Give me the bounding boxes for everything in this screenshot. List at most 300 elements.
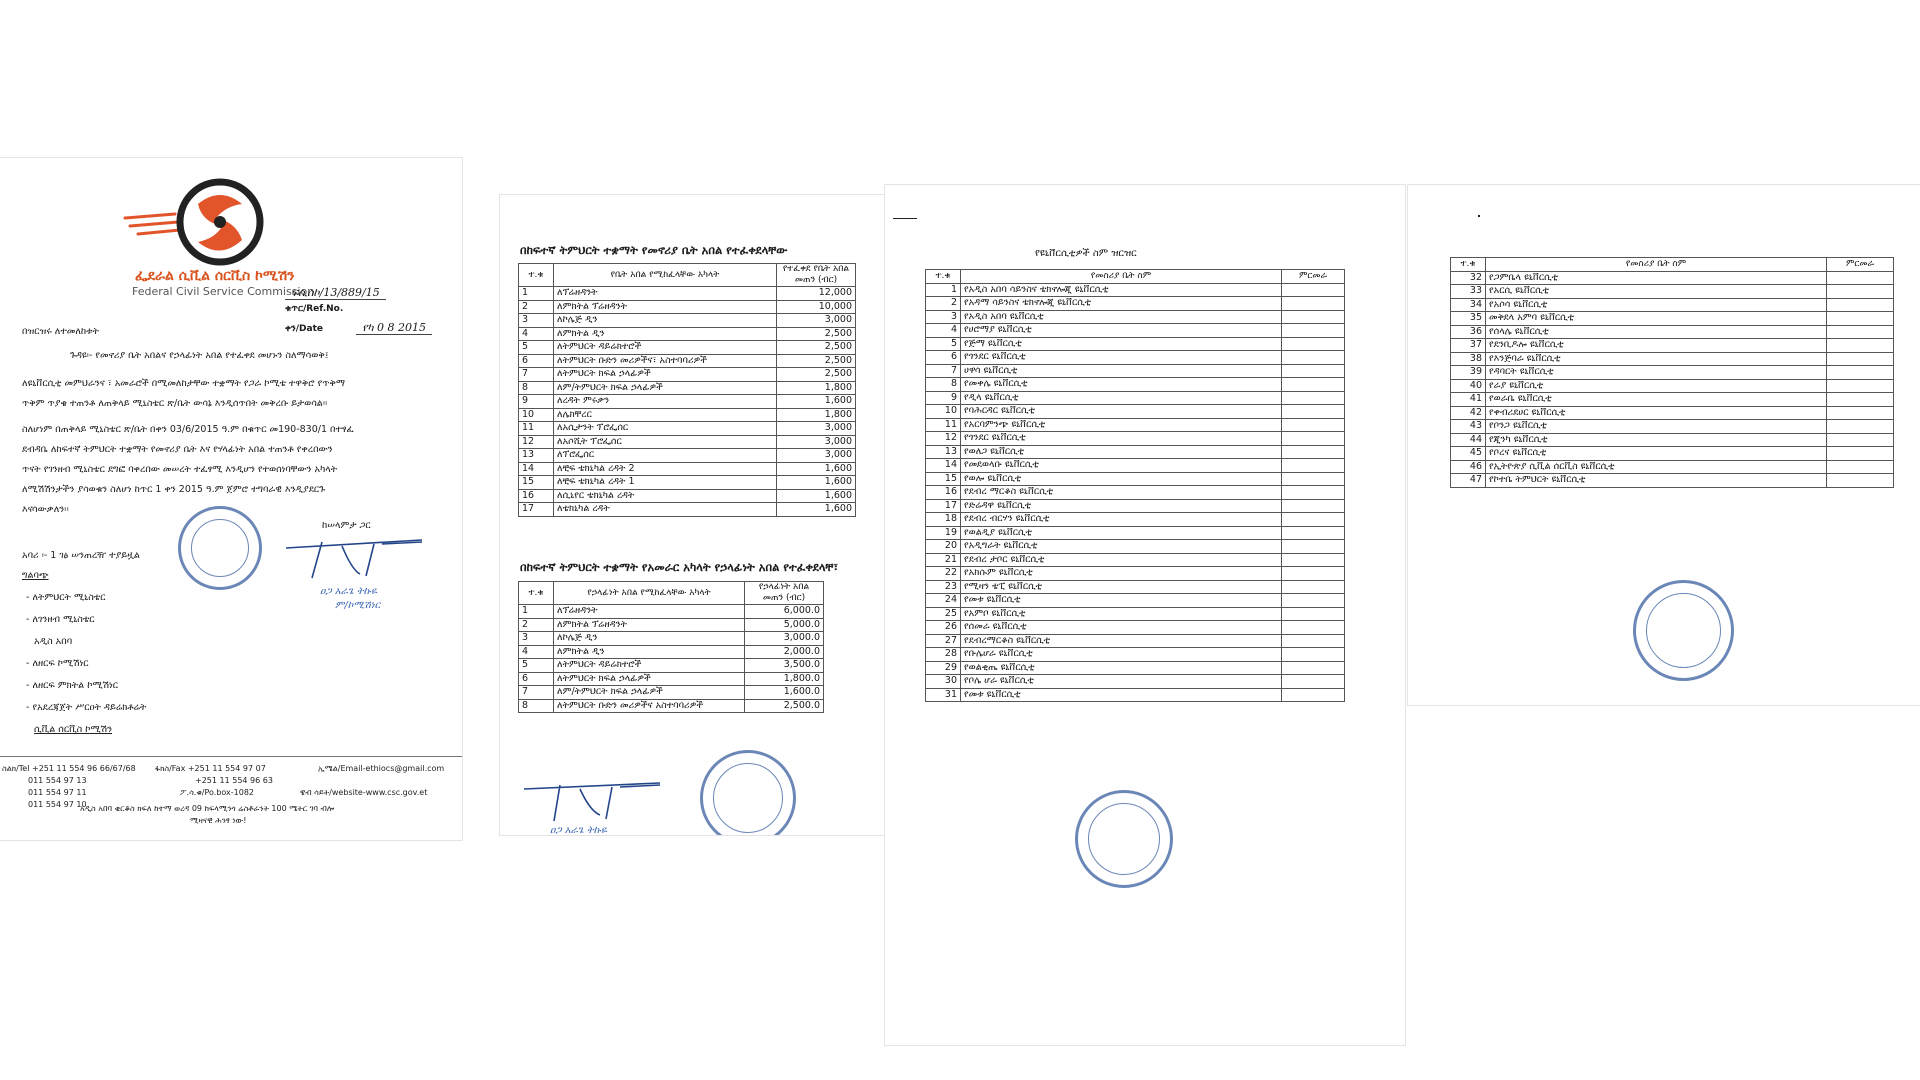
- row-number: 15: [926, 472, 961, 486]
- row-number: 31: [926, 688, 961, 702]
- cc-label: ግልባጭ: [22, 570, 49, 581]
- row-label: ለም/ትምህርት ክፍል ኃላፊዎች: [554, 686, 745, 700]
- remarks-cell: [1827, 298, 1894, 312]
- col-header: ተ.ቁ: [926, 270, 961, 284]
- cc-item: አዲስ አበባ: [34, 636, 73, 647]
- row-number: 12: [519, 435, 554, 449]
- table-row: [1451, 312, 1894, 326]
- footer-website: ዌብ ሳይት/website-www.csc.gov.et: [300, 788, 428, 797]
- row-amount: 3,000: [777, 435, 856, 449]
- row-label: የራያ ዩኒቨርሲቲ: [1486, 379, 1827, 393]
- table-row: [1451, 285, 1894, 299]
- table-row: [519, 462, 856, 476]
- footer-tel: 011 554 97 10: [28, 800, 87, 809]
- row-label: የደብረማርቆስ ዩኒቨርሲቲ: [961, 634, 1282, 648]
- row-amount: 1,600: [777, 476, 856, 490]
- row-number: 36: [1451, 325, 1486, 339]
- row-label: ለፕሬዘዳንት: [554, 287, 777, 301]
- table-row: [926, 445, 1345, 459]
- row-number: 14: [926, 459, 961, 473]
- signer-name: ዐጋ አራጌ ትኩዬ: [550, 825, 607, 835]
- footer-tel: 011 554 97 13: [28, 776, 87, 785]
- row-label: ለቴክኒካል ረዳት: [554, 503, 777, 517]
- table-row: [1451, 379, 1894, 393]
- row-amount: 3,500.0: [745, 659, 824, 673]
- cc-item: - ለትምህርት ሚኒስቴር: [26, 592, 106, 603]
- row-amount: 1,600.0: [745, 686, 824, 700]
- table-row: [519, 435, 856, 449]
- remarks-cell: [1282, 688, 1345, 702]
- remarks-cell: [1282, 364, 1345, 378]
- table-row: [926, 459, 1345, 473]
- row-amount: 2,500: [777, 341, 856, 355]
- table-row: [519, 368, 856, 382]
- remarks-cell: [1282, 513, 1345, 527]
- row-label: የባሕርዳር ዩኒቨርሲቲ: [961, 405, 1282, 419]
- row-label: የመቀሌ ዩኒቨርሲቲ: [961, 378, 1282, 392]
- table-row: [519, 489, 856, 503]
- table-row: [519, 422, 856, 436]
- row-number: 4: [926, 324, 961, 338]
- table-row: [519, 381, 856, 395]
- row-label: የአምቦ ዩኒቨርሲቲ: [961, 607, 1282, 621]
- row-label: ለፕሬዘዳንት: [554, 605, 745, 619]
- row-number: 20: [926, 540, 961, 554]
- row-label: የአዲስ አበባ ዩኒቨርሲቲ: [961, 310, 1282, 324]
- row-label: ለምክትል ፕሬዘዳንት: [554, 618, 745, 632]
- table-row: [519, 605, 824, 619]
- remarks-cell: [1282, 459, 1345, 473]
- table-row: [1451, 339, 1894, 353]
- row-label: የቀብሪደሀር ዩኒቨርሲቲ: [1486, 406, 1827, 420]
- row-label: የደብረ ታቦር ዩኒቨርሲቲ: [961, 553, 1282, 567]
- table-row: [926, 661, 1345, 675]
- row-number: 6: [519, 672, 554, 686]
- remarks-cell: [1827, 339, 1894, 353]
- table-row: [1451, 393, 1894, 407]
- remarks-cell: [1827, 420, 1894, 434]
- table-row: [519, 645, 824, 659]
- row-label: ለፕሮፌሰር: [554, 449, 777, 463]
- row-amount: 2,500: [777, 368, 856, 382]
- row-number: 26: [926, 621, 961, 635]
- row-number: 35: [1451, 312, 1486, 326]
- footer-email: ኢሜል/Email-ethiocs@gmail.com: [318, 764, 445, 773]
- row-number: 23: [926, 580, 961, 594]
- row-label: የኢትዮጵያ ሲቪል ሰርቪስ ዩኒቨርሲቲ: [1486, 460, 1827, 474]
- table-row: [926, 594, 1345, 608]
- row-number: 8: [519, 381, 554, 395]
- col-header: የመስሪያ ቤት ስም: [961, 270, 1282, 284]
- row-number: 19: [926, 526, 961, 540]
- remarks-cell: [1282, 337, 1345, 351]
- table-row: [926, 540, 1345, 554]
- footer-address: አዲስ አበባ ቂርቆስ ክፍለ ከተማ ወረዳ 09 ከፍላሚንጎ ሬስቶራንት 100 ሜትር ገባ ብሎ: [80, 804, 335, 813]
- table-row: [926, 283, 1345, 297]
- table-row: [926, 324, 1345, 338]
- housing-table-caption: በከፍተኛ ትምህርት ተቋማት የመኖሪያ ቤት አበል የተፈቀደላቸው: [520, 243, 788, 257]
- row-label: ለኮሌጅ ዲን: [554, 314, 777, 328]
- row-amount: 1,600: [777, 395, 856, 409]
- row-number: 3: [519, 632, 554, 646]
- addressee: በዝርዝሩ ለተመለከቱት: [22, 326, 99, 337]
- row-number: 5: [926, 337, 961, 351]
- reference-label-row: ቁጥር/Ref.No.: [285, 304, 344, 314]
- row-label: የቦንጋ ዩኒቨርሲቲ: [1486, 420, 1827, 434]
- row-label: ለምክትል ዲን: [554, 645, 745, 659]
- row-number: 32: [1451, 271, 1486, 285]
- row-number: 43: [1451, 420, 1486, 434]
- cc-item: - ለገንዘብ ሚኒስቴር: [26, 614, 95, 625]
- university-table-1: [925, 269, 1345, 702]
- row-label: የዲላ ዩኒቨርሲቲ: [961, 391, 1282, 405]
- remarks-cell: [1282, 567, 1345, 581]
- table-row: [519, 327, 856, 341]
- row-label: የወራቤ ዩኒቨርሲቲ: [1486, 393, 1827, 407]
- row-amount: 1,800.0: [745, 672, 824, 686]
- col-header: ተ.ቁ: [1451, 258, 1486, 272]
- row-label: ለትምህርት ቡድን መሪዎችና አስተባባሪዎች: [554, 699, 745, 713]
- row-number: 33: [1451, 285, 1486, 299]
- remarks-cell: [1827, 352, 1894, 366]
- row-label: የአዲግራት ዩኒቨርሲቲ: [961, 540, 1282, 554]
- col-header: የመስሪያ ቤት ስም: [1486, 258, 1827, 272]
- table-row: [926, 648, 1345, 662]
- remarks-cell: [1282, 378, 1345, 392]
- table-row: [926, 391, 1345, 405]
- reference-number: ፍሲሰኮ/13/889/15: [285, 286, 386, 300]
- table-row: [519, 699, 824, 713]
- table-row: [519, 632, 824, 646]
- row-label: የአዲስ አበባ ሳይንስና ቴክኖሎጂ ዩኒቨርሲቲ: [961, 283, 1282, 297]
- table-row: [926, 405, 1345, 419]
- university-list-page-1: [885, 185, 1405, 1045]
- table-row: [1451, 474, 1894, 488]
- row-amount: 3,000.0: [745, 632, 824, 646]
- table-row: [519, 408, 856, 422]
- row-number: 25: [926, 607, 961, 621]
- university-table-2: [1450, 257, 1894, 488]
- row-label: ለሲኒየር ቴክኒካል ረዳት: [554, 489, 777, 503]
- table-row: [1451, 433, 1894, 447]
- table-row: [926, 418, 1345, 432]
- body-line: ስለሆነም በጠቅላይ ሚኒስቴር ጽ/ቤት በቀን 03/6/2015 ዓ.ም በቁጥር መ190-830/1 በተፃፈ: [22, 424, 354, 435]
- row-number: 39: [1451, 366, 1486, 380]
- row-label: ለሌክቸረር: [554, 408, 777, 422]
- table-row: [926, 297, 1345, 311]
- remarks-cell: [1282, 432, 1345, 446]
- row-amount: 3,000: [777, 449, 856, 463]
- signer-title: ም/ኮሚሽነር: [335, 600, 381, 611]
- row-label: የመቱ ዩኒቨርሲቲ: [961, 688, 1282, 702]
- body-line: ለዩኒቨርሲቲ መምህራንና ፣ አመራሮች በሚመለከታቸው ተቋማት የጋራ ኮሚቴ ተዋቅሮ የጥቅማ: [22, 378, 345, 389]
- remarks-cell: [1827, 406, 1894, 420]
- row-number: 24: [926, 594, 961, 608]
- row-label: የሚዛን ቴፒ ዩኒቨርሲቲ: [961, 580, 1282, 594]
- table-row: [1451, 460, 1894, 474]
- remarks-cell: [1282, 594, 1345, 608]
- row-number: 2: [519, 300, 554, 314]
- row-label: ለምክትል ዲን: [554, 327, 777, 341]
- official-seal: [178, 506, 262, 590]
- row-label: የአርሲ ዩኒቨርሲቲ: [1486, 285, 1827, 299]
- table-row: [926, 432, 1345, 446]
- row-number: 14: [519, 462, 554, 476]
- official-seal: [700, 750, 796, 835]
- commission-logo: [120, 170, 290, 280]
- table-row: [519, 287, 856, 301]
- row-number: 3: [519, 314, 554, 328]
- table-row: [926, 580, 1345, 594]
- row-label: የወሎ ዩኒቨርሲቲ: [961, 472, 1282, 486]
- remarks-cell: [1827, 393, 1894, 407]
- remarks-cell: [1282, 405, 1345, 419]
- table-row: [926, 607, 1345, 621]
- row-number: 1: [926, 283, 961, 297]
- footer-pobox: ፖ.ሳ.ቁ/Po.box-1082: [180, 788, 255, 797]
- table-row: [926, 486, 1345, 500]
- row-label: የቦረና ዩኒቨርሲቲ: [1486, 447, 1827, 461]
- row-number: 10: [519, 408, 554, 422]
- row-number: 47: [1451, 474, 1486, 488]
- housing-allowance-table: [518, 263, 856, 517]
- row-label: የመደወላቡ ዩኒቨርሲቲ: [961, 459, 1282, 473]
- remarks-cell: [1282, 283, 1345, 297]
- table-row: [519, 618, 824, 632]
- cc-item: - የአደረጃጀት ሥርዐት ዳይሬክቶሬት: [26, 702, 147, 713]
- remarks-cell: [1827, 433, 1894, 447]
- row-number: 42: [1451, 406, 1486, 420]
- row-number: 17: [519, 503, 554, 517]
- footer-divider: [0, 756, 462, 757]
- closing-regards: ከሠላምታ ጋር: [322, 520, 371, 531]
- row-number: 46: [1451, 460, 1486, 474]
- remarks-cell: [1282, 499, 1345, 513]
- responsibility-table-caption: በከፍተኛ ትምህርት ተቋማት የአመራር አካላት የኃላፊነት አበል የተፈቀደላቸ፣: [520, 560, 839, 574]
- table-row: [926, 499, 1345, 513]
- row-number: 11: [926, 418, 961, 432]
- table-row: [926, 688, 1345, 702]
- row-amount: 3,000: [777, 422, 856, 436]
- row-number: 22: [926, 567, 961, 581]
- remarks-cell: [1827, 447, 1894, 461]
- row-label: የድሬዳዋ ዩኒቨርሲቲ: [961, 499, 1282, 513]
- row-label: የወለጋ ዩኒቨርሲቲ: [961, 445, 1282, 459]
- table-row: [519, 314, 856, 328]
- row-label: የጎንደር ዩኒቨርሲቲ: [961, 351, 1282, 365]
- body-line: እናሳውቃለን፡፡: [22, 504, 69, 515]
- row-number: 38: [1451, 352, 1486, 366]
- table-header-row: [519, 264, 856, 287]
- table-row: [926, 621, 1345, 635]
- row-amount: 2,500.0: [745, 699, 824, 713]
- signature: [282, 530, 432, 580]
- table-row: [519, 449, 856, 463]
- table-row: [1451, 271, 1894, 285]
- row-number: 5: [519, 341, 554, 355]
- row-number: 12: [926, 432, 961, 446]
- table-row: [519, 354, 856, 368]
- row-number: 44: [1451, 433, 1486, 447]
- row-label: የአክሱም ዩኒቨርሲቲ: [961, 567, 1282, 581]
- table-header-row: [926, 270, 1345, 284]
- table-row: [926, 364, 1345, 378]
- row-amount: 6,000.0: [745, 605, 824, 619]
- remarks-cell: [1827, 271, 1894, 285]
- remarks-cell: [1282, 648, 1345, 662]
- footer-tel: 011 554 97 11: [28, 788, 87, 797]
- col-header: ተ.ቁ: [519, 582, 554, 605]
- row-number: 40: [1451, 379, 1486, 393]
- row-number: 5: [519, 659, 554, 673]
- row-label: ለቺፍ ቴክኒካል ረዳት 1: [554, 476, 777, 490]
- row-label: የአርባምንጭ ዩኒቨርሲቲ: [961, 418, 1282, 432]
- signature: [520, 775, 670, 825]
- row-label: የዳባርት ዩኒቨርሲቲ: [1486, 366, 1827, 380]
- row-amount: 1,600: [777, 503, 856, 517]
- col-header: የኃላፊነት አበል የሚከፈላቸው አካላት: [554, 582, 745, 605]
- table-row: [1451, 420, 1894, 434]
- row-number: 10: [926, 405, 961, 419]
- official-seal: [1633, 580, 1734, 681]
- remarks-cell: [1827, 460, 1894, 474]
- remarks-cell: [1282, 661, 1345, 675]
- table-row: [1451, 406, 1894, 420]
- row-number: 1: [519, 287, 554, 301]
- body-line: ደብዳቤ ለከፍተኛ ትምህርት ተቋማት የመኖሪያ ቤት እና የሃላፊነት አበል ተጠንቶ የቀረበውን: [22, 444, 333, 455]
- footer-fax: +251 11 554 96 63: [195, 776, 273, 785]
- col-header: የተፈቀደ የቤት አበል መጠን (ብር): [777, 264, 856, 287]
- row-label: ለትምህርት ክፍል ኃላፊዎች: [554, 672, 745, 686]
- remarks-cell: [1282, 445, 1345, 459]
- remarks-cell: [1827, 312, 1894, 326]
- table-row: [519, 686, 824, 700]
- remarks-cell: [1282, 351, 1345, 365]
- row-number: 9: [519, 395, 554, 409]
- row-label: የአዳማ ሳይንስና ቴክኖሎጂ ዩኒቨርሲቲ: [961, 297, 1282, 311]
- subject-line: ጉዳዩ፡- የመኖሪያ ቤት አበልና የኃላፊነት አበል የተፈቀደ መሆኑን ስለማሳወቅ፤: [70, 350, 329, 361]
- body-line: ጥናት የገንዘብ ሚኒስቴር ደግፎ ባቀረበው መሠረት ተፈፃሚ እንዲሆን የተወሰነባቸውን አካላት: [22, 464, 338, 475]
- row-amount: 10,000: [777, 300, 856, 314]
- body-line: ለሚሽሽንታችን ያሳወቁን ስለሆነ ከጥር 1 ቀን 2015 ዓ.ም ጀምሮ ተግባራዊ እንዲያደርጉ: [22, 484, 326, 495]
- table-row: [926, 472, 1345, 486]
- allowance-tables-page: [500, 195, 900, 835]
- row-number: 16: [926, 486, 961, 500]
- remarks-cell: [1827, 366, 1894, 380]
- signer-name: ዐጋ አራጌ ትኩዬ: [320, 586, 377, 597]
- remarks-cell: [1282, 621, 1345, 635]
- row-label: የኮተቤ ትምህርት ዩኒቨርሲቲ: [1486, 474, 1827, 488]
- table-row: [519, 395, 856, 409]
- remarks-cell: [1282, 634, 1345, 648]
- row-label: ለአሲታንት ፕሮፌሰር: [554, 422, 777, 436]
- remarks-cell: [1282, 310, 1345, 324]
- attachment-note: አባሪ ፡- 1 ገፅ ሠንጠረዥ ተያይዟል: [22, 550, 140, 561]
- table-row: [1451, 447, 1894, 461]
- table-header-row: [519, 582, 824, 605]
- row-amount: 1,600: [777, 489, 856, 503]
- row-label: የደንቢዶሎ ዩኒቨርሲቲ: [1486, 339, 1827, 353]
- row-number: 17: [926, 499, 961, 513]
- org-name-english: Federal Civil Service Commission: [132, 285, 315, 298]
- university-list-title: የዩኒቨርሲቲዎች ስም ዝርዝር: [1035, 248, 1137, 259]
- row-amount: 2,500: [777, 327, 856, 341]
- table-row: [926, 310, 1345, 324]
- remarks-cell: [1827, 474, 1894, 488]
- row-label: ለትምህርት ቡድን መሪዎችና፣ አስተባባሪዎች: [554, 354, 777, 368]
- row-number: 11: [519, 422, 554, 436]
- row-amount: 1,800: [777, 381, 856, 395]
- row-label: የሀሮማያ ዩኒቨርሲቲ: [961, 324, 1282, 338]
- row-label: የወልዲያ ዩኒቨርሲቲ: [961, 526, 1282, 540]
- row-label: ለትምህርት ዳይሬክተሮች: [554, 659, 745, 673]
- letter-page: [0, 158, 462, 840]
- row-number: 28: [926, 648, 961, 662]
- row-number: 3: [926, 310, 961, 324]
- row-amount: 1,600: [777, 462, 856, 476]
- table-row: [519, 503, 856, 517]
- org-name-amharic: ፌደራል ሲቪል ሰርቪስ ኮሚሽን: [135, 268, 295, 284]
- table-row: [1451, 352, 1894, 366]
- cc-item: - ለዘርፍ ኮሚሽነር: [26, 658, 89, 669]
- row-label: የሰላሌ ዩኒቨርሲቲ: [1486, 325, 1827, 339]
- table-row: [1451, 298, 1894, 312]
- row-amount: 2,500: [777, 354, 856, 368]
- row-label: የቡሌሆራ ዩኒቨርሲቲ: [961, 648, 1282, 662]
- table-row: [926, 351, 1345, 365]
- row-number: 1: [519, 605, 554, 619]
- row-label: ለኮሌጅ ዲን: [554, 632, 745, 646]
- row-number: 6: [926, 351, 961, 365]
- row-label: ሀዋሳ ዩኒቨርሲቲ: [961, 364, 1282, 378]
- row-number: 16: [519, 489, 554, 503]
- row-label: ለትምህርት ክፍል ኃላፊዎች: [554, 368, 777, 382]
- row-number: 27: [926, 634, 961, 648]
- row-number: 7: [519, 686, 554, 700]
- row-number: 37: [1451, 339, 1486, 353]
- table-header-row: [1451, 258, 1894, 272]
- row-amount: 12,000: [777, 287, 856, 301]
- row-label: ለምክትል ፕሬዘዳንት: [554, 300, 777, 314]
- row-label: የጋምቤላ ዩኒቨርሲቲ: [1486, 271, 1827, 285]
- row-number: 7: [519, 368, 554, 382]
- table-row: [926, 675, 1345, 689]
- table-row: [1451, 366, 1894, 380]
- remarks-cell: [1282, 391, 1345, 405]
- remarks-cell: [1282, 486, 1345, 500]
- row-number: 34: [1451, 298, 1486, 312]
- row-number: 8: [519, 699, 554, 713]
- row-label: የጅማ ዩኒቨርሲቲ: [961, 337, 1282, 351]
- row-label: ለቺፍ ቴክኒካል ረዳት 2: [554, 462, 777, 476]
- row-number: 13: [519, 449, 554, 463]
- col-header: ተ.ቁ: [519, 264, 554, 287]
- row-label: የእንጅባራ ዩኒቨርሲቲ: [1486, 352, 1827, 366]
- date-row: ቀን/Date የካ 0 8 2015: [285, 321, 432, 335]
- footer-address: ሚዛናዊ ሕንፃ ነው!: [190, 816, 247, 825]
- row-label: የጂንካ ዩኒቨርሲቲ: [1486, 433, 1827, 447]
- remarks-cell: [1282, 580, 1345, 594]
- table-row: [519, 659, 824, 673]
- remarks-cell: [1282, 418, 1345, 432]
- col-header: ምርመራ: [1282, 270, 1345, 284]
- row-label: የሰመራ ዩኒቨርሲቲ: [961, 621, 1282, 635]
- row-number: 15: [519, 476, 554, 490]
- table-row: [926, 378, 1345, 392]
- row-label: መቅደላ አምባ ዩኒቨርሲቲ: [1486, 312, 1827, 326]
- row-label: ለረዳት ምሩቃን: [554, 395, 777, 409]
- row-label: የቦሌ ሆራ ዩኒቨርሲቲ: [961, 675, 1282, 689]
